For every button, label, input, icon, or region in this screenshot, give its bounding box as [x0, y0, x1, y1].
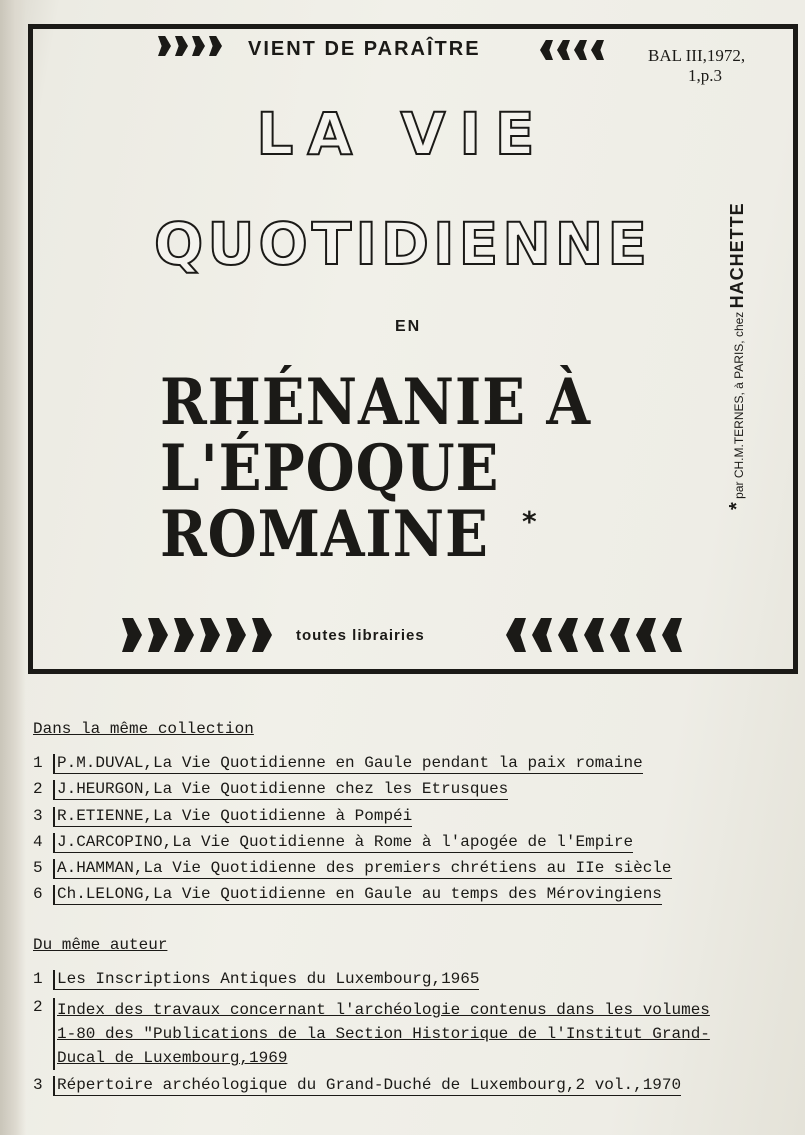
title-quotidienne: QUOTIDIENNE: [154, 210, 651, 278]
paper-left-edge: [0, 0, 26, 1135]
arrow-left-icon: [506, 618, 526, 652]
same-author-list: [33, 970, 710, 1103]
arrow-right-icon: [148, 618, 168, 652]
list-item: 1 Les Inscriptions Antiques du Luxembourg,1965: [33, 970, 480, 988]
arrow-right-icon: [122, 618, 142, 652]
arrow-left-icon: [532, 618, 552, 652]
list-item: 4 J.CARCOPINO,La Vie Quotidienne à Rome à l'apogée de l'Empire: [33, 832, 634, 851]
title-la-vie: LA VIE: [256, 100, 549, 168]
bibliographic-reference: [648, 46, 788, 86]
title-connector: EN: [395, 318, 422, 335]
list-item: 3 R.ETIENNE,La Vie Quotidienne à Pompéi: [33, 806, 413, 825]
collection-list: [33, 754, 672, 912]
title-romaine: ROMAINE: [160, 497, 489, 572]
arrow-right-icon: [192, 36, 205, 56]
arrow-left-icon: [591, 40, 604, 60]
title-epoque: L'ÉPOQUE: [160, 431, 500, 506]
list-item: 5 A.HAMMAN,La Vie Quotidienne des premiers chrétiens au IIe siècle: [33, 859, 672, 878]
arrow-right-icon: [200, 618, 220, 652]
availability-text: toutes librairies: [296, 627, 425, 644]
arrow-left-icon: [610, 618, 630, 652]
left-arrows-icon: [158, 36, 222, 56]
right-arrows-icon: [540, 40, 604, 60]
bottom-right-arrows-icon: [506, 618, 682, 652]
title-asterisk: *: [522, 505, 537, 538]
list-item: 3 Répertoire archéologique du Grand-Duché de Luxembourg,2 vol.,1970: [33, 1076, 682, 1095]
arrow-left-icon: [540, 40, 553, 60]
same-author-heading: Du même auteur: [33, 936, 168, 954]
arrow-left-icon: [558, 618, 578, 652]
arrow-left-icon: [636, 618, 656, 652]
bottom-left-arrows-icon: [122, 618, 272, 652]
reference-line-1: BAL III,1972,: [648, 46, 746, 65]
arrow-right-icon: [226, 618, 246, 652]
arrow-right-icon: [175, 36, 188, 56]
collection-heading: Dans la même collection: [33, 720, 254, 738]
list-item: 2 J.HEURGON,La Vie Quotidienne chez les Etrusques: [33, 780, 509, 799]
multi-line-entry: Index des travaux concernant l'archéologie contenus dans les volumes 1-80 des "Publications de la Section Historique de l'Institut Grand- Ducal de Luxembourg,1969: [53, 998, 710, 1070]
arrow-left-icon: [662, 618, 682, 652]
title-rhenanie: RHÉNANIE À: [160, 365, 591, 440]
side-asterisk: *: [726, 502, 748, 510]
arrow-left-icon: [574, 40, 587, 60]
arrow-right-icon: [158, 36, 171, 56]
author-publisher-note: [726, 202, 749, 510]
author-text: par CH.M.TERNES, à PARIS, chez: [732, 308, 746, 499]
arrow-left-icon: [557, 40, 570, 60]
list-item: 2 Index des travaux concernant l'archéologie contenus dans les volumes 1-80 des "Publications de la Section Historique de l'Institut Grand- Ducal de Luxembourg,1969: [33, 998, 710, 1070]
arrow-right-icon: [174, 618, 194, 652]
list-item: 6 Ch.LELONG,La Vie Quotidienne en Gaule au temps des Mérovingiens: [33, 885, 662, 904]
list-item: 1 P.M.DUVAL,La Vie Quotidienne en Gaule pendant la paix romaine: [33, 754, 643, 772]
publisher-name: HACHETTE: [727, 202, 747, 309]
arrow-right-icon: [209, 36, 222, 56]
reference-line-2: 1,p.3: [688, 66, 722, 85]
arrow-right-icon: [252, 618, 272, 652]
announcement-label: VIENT DE PARAÎTRE: [248, 38, 481, 60]
arrow-left-icon: [584, 618, 604, 652]
